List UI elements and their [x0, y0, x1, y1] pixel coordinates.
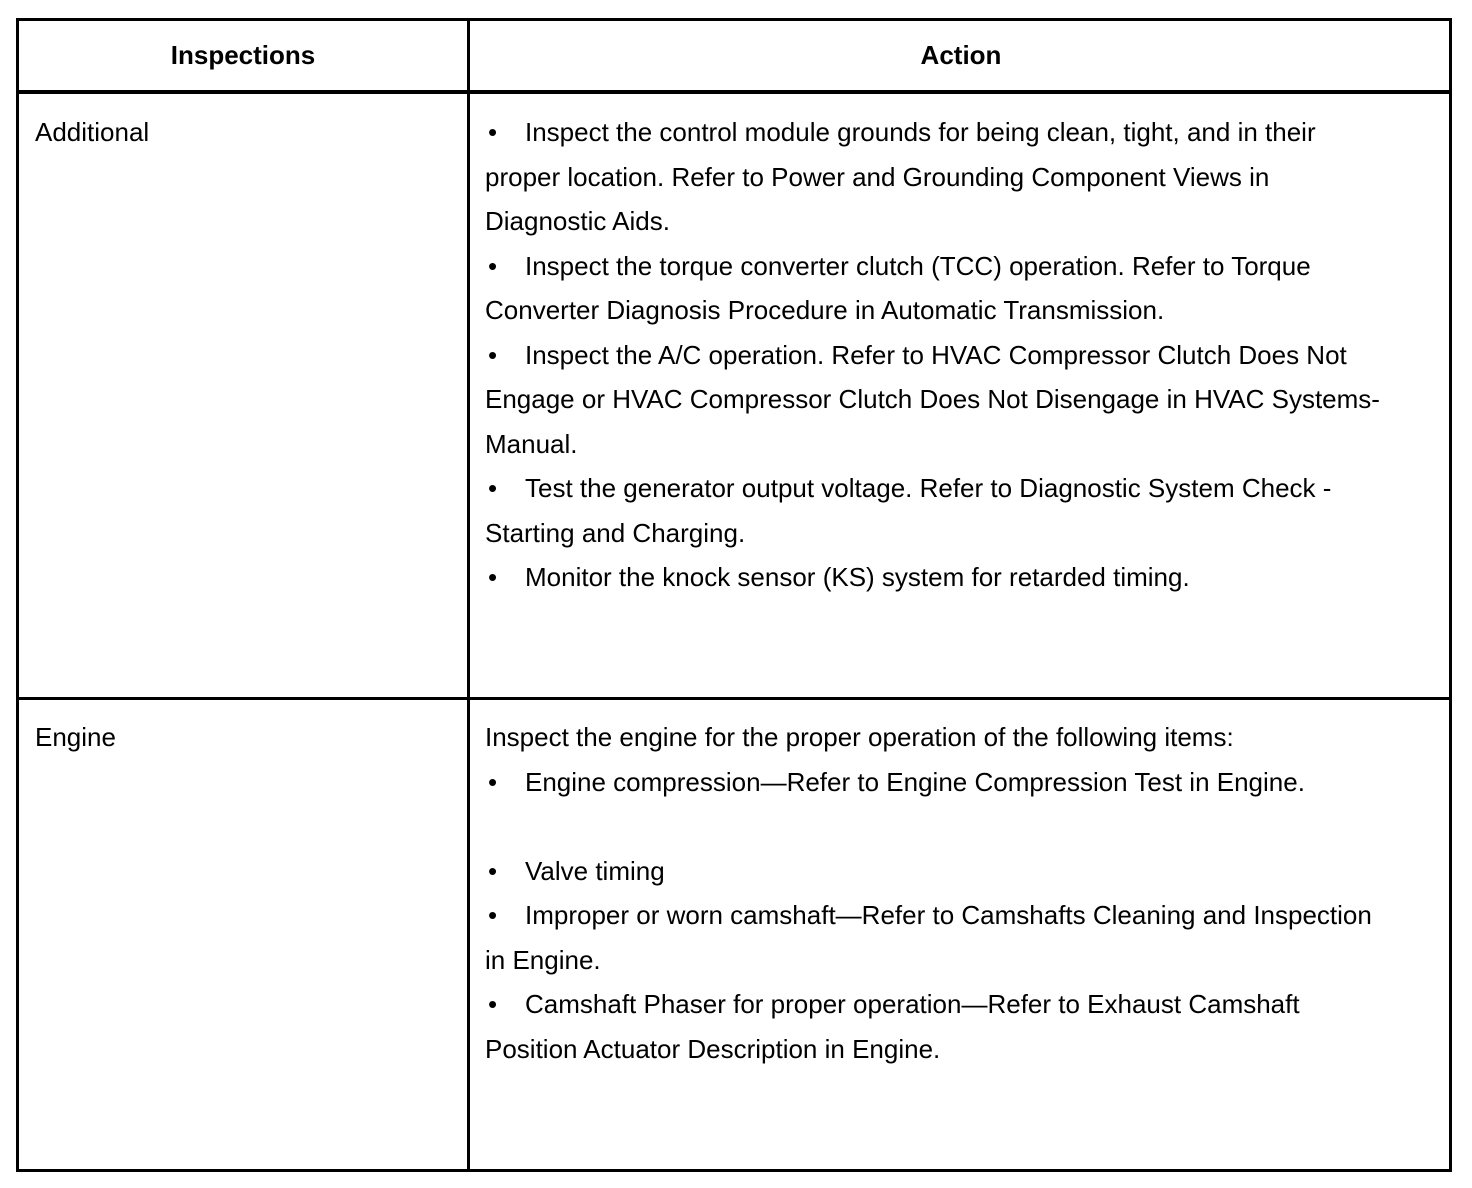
action-bullet-text: Improper or worn camshaft—Refer to Camshafts Cleaning and Inspection in Engine. — [485, 900, 1372, 975]
bullet-icon: • — [488, 117, 498, 147]
action-bullet — [485, 893, 1385, 982]
bullet-icon: • — [488, 766, 498, 797]
action-bullet — [485, 760, 1385, 805]
action-cell-engine — [485, 715, 1385, 1071]
action-bullet — [485, 982, 1385, 1071]
action-bullet-text: Engine compression—Refer to Engine Compression Test in Engine. — [525, 766, 1305, 797]
action-intro: Inspect the engine for the proper operation of the following items: — [485, 722, 1234, 752]
inspection-table — [16, 18, 1452, 1172]
header-divider — [19, 90, 1449, 94]
row-label-engine: Engine — [35, 722, 116, 752]
action-bullet-text: Inspect the A/C operation. Refer to HVAC Compressor Clutch Does Not Engage or HVAC Compressor Clutch Does Not Disengage in HVAC Systems- Manual. — [485, 339, 1380, 459]
bullet-icon: • — [488, 339, 498, 370]
bullet-icon: • — [488, 989, 498, 1019]
action-bullet — [485, 244, 1385, 333]
bullet-icon: • — [488, 250, 498, 281]
header-action: Action — [920, 40, 1002, 70]
action-bullet — [485, 555, 1385, 600]
row-label-additional: Additional — [35, 117, 150, 147]
action-cell-additional — [485, 110, 1385, 600]
header-inspections: Inspections — [170, 40, 316, 70]
bullet-icon: • — [488, 900, 498, 930]
spacer — [485, 804, 1385, 849]
action-bullet-text: Valve timing — [525, 855, 665, 886]
action-bullet-text: Test the generator output voltage. Refer to Diagnostic System Check - Starting and Charging. — [485, 473, 1332, 548]
bullet-icon: • — [488, 855, 498, 886]
column-divider — [467, 21, 470, 1169]
row-divider — [19, 697, 1449, 700]
bullet-icon: • — [488, 562, 498, 592]
action-bullet — [485, 110, 1385, 244]
action-bullet — [485, 333, 1385, 467]
action-bullet-text: Camshaft Phaser for proper operation—Refer to Exhaust Camshaft Position Actuator Description in Engine. — [485, 989, 1300, 1064]
bullet-icon: • — [488, 473, 498, 503]
action-bullet — [485, 466, 1385, 555]
action-bullet — [485, 849, 1385, 894]
action-bullet-text: Inspect the torque converter clutch (TCC) operation. Refer to Torque Converter Diagnosis Procedure in Automatic Transmission. — [485, 250, 1311, 325]
action-bullet-text: Monitor the knock sensor (KS) system for retarded timing. — [525, 562, 1190, 592]
action-bullet-text: Inspect the control module grounds for being clean, tight, and in their proper location. Refer to Power and Grounding Component Views in Diagnostic Aids. — [485, 117, 1316, 236]
